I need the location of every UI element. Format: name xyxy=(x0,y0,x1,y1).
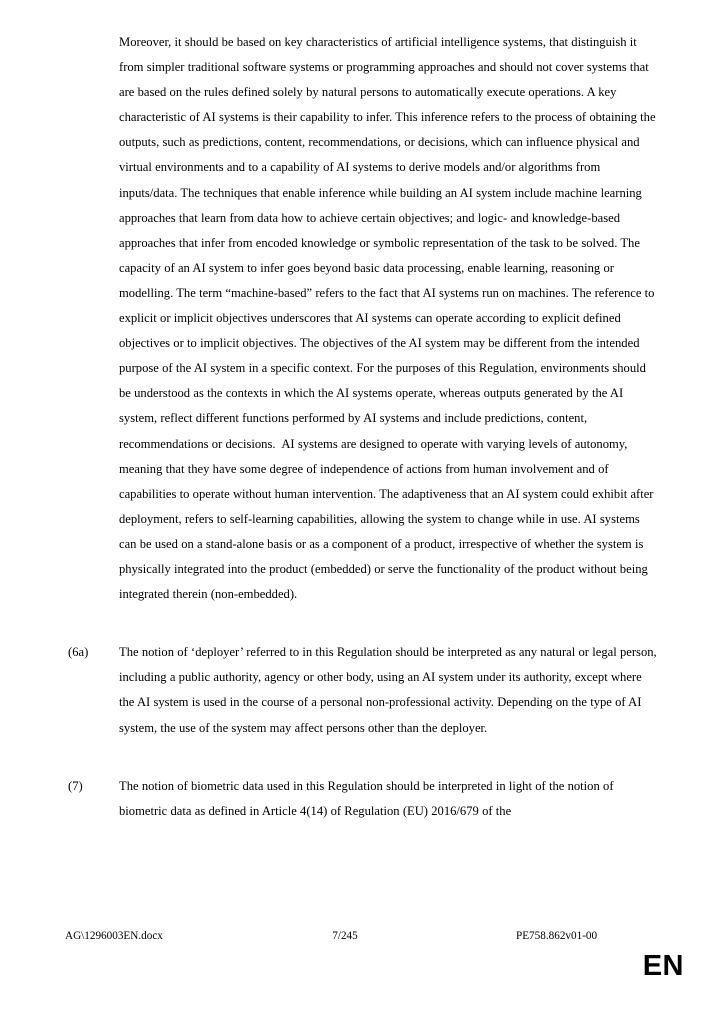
paragraph-text: Moreover, it should be based on key characteristics of artificial intelligence systems, that distinguish it from simpler traditional software systems or programming approaches and should not cover systems that are based on the rules defined solely by natural persons to automatically execute operations. A key characteristic of AI systems is their capability to infer. This inference refers to the process of obtaining the outputs, such as predictions, content, recommendations, or decisions, which can influence physical and virtual environments and to a capability of AI systems to derive models and/or algorithms from inputs/data. The techniques that enable inference while building an AI system include machine learning approaches that learn from data how to achieve certain objectives; and logic- and knowledge-based approaches that infer from encoded knowledge or symbolic representation of the task to be solved. The capacity of an AI system to infer goes beyond basic data processing, enable learning, reasoning or modelling. The term “machine-based” refers to the fact that AI systems run on machines. The reference to explicit or implicit objectives underscores that AI systems can operate according to explicit defined objectives or to implicit objectives. The objectives of the AI system may be different from the intended purpose of the AI system in a specific context. For the purposes of this Regulation, environments should be understood as the contexts in which the AI systems operate, whereas outputs generated by the AI system, reflect different functions performed by AI systems and include predictions, content, recommendations or decisions. AI systems are designed to operate with varying levels of autonomy, meaning that they have some degree of independence of actions from human involvement and of capabilities to operate without human intervention. The adaptiveness that an AI system could exhibit after deployment, refers to self-learning capabilities, allowing the system to change while in use. AI systems can be used on a stand-alone basis or as a component of a product, irrespective of whether the system is physically integrated into the product (embedded) or serve the functionality of the product without being integrated therein (non-embedded). xyxy=(119,35,659,602)
paragraph-text-6a: The notion of ‘deployer’ referred to in this Regulation should be interpreted as any natural or legal person, including a public authority, agency or other body, using an AI system under its authority, except where the AI system is used in the course of a personal non-professional activity. Depending on the type of AI system, the use of the system may affect persons other than the deployer. xyxy=(119,645,660,735)
recital-paragraph xyxy=(65,30,659,632)
paragraph-text-7: The notion of biometric data used in this Regulation should be interpreted in light of the notion of biometric data as defined in Article 4(14) of Regulation (EU) 2016/679 of the xyxy=(119,778,617,818)
recital-paragraph-6a xyxy=(65,640,659,765)
footer-page-number: 7/245 xyxy=(332,930,358,942)
document-body xyxy=(65,30,659,849)
paragraph-number-label-7: (7) xyxy=(68,778,83,793)
page-footer xyxy=(0,925,724,947)
footer-document-filename: AG\1296003EN.docx xyxy=(65,930,163,942)
footer-reference-number: PE758.862v01-00 xyxy=(516,930,598,942)
language-code-mark: EN xyxy=(642,950,684,982)
paragraph-number-label-6a: (6a) xyxy=(68,645,89,660)
recital-paragraph-7 xyxy=(65,774,659,849)
